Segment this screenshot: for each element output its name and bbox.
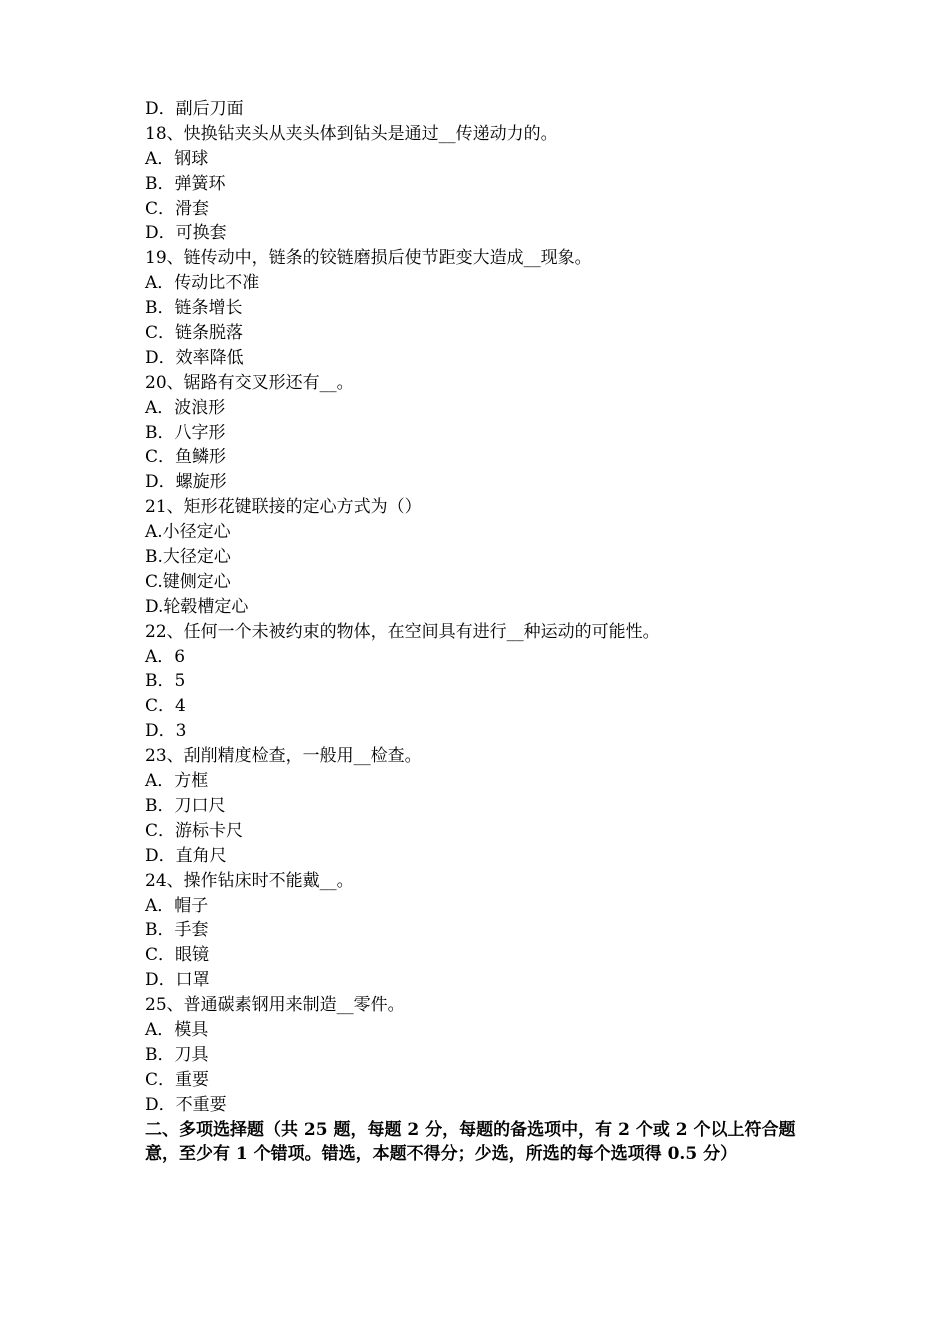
option-text: C.键侧定心	[145, 571, 231, 592]
option-text: C．鱼鳞形	[145, 447, 227, 468]
option-text: D．螺旋形	[145, 472, 227, 493]
option-text: B.大径定心	[145, 547, 231, 568]
option-text: A．帽子	[145, 895, 209, 916]
option-text: A.小径定心	[145, 522, 231, 543]
option-text: A．波浪形	[145, 397, 226, 418]
question-text: 24、操作钻床时不能戴__。	[145, 870, 354, 891]
option-text: A．钢球	[145, 148, 209, 169]
option-text: D．效率降低	[145, 347, 244, 368]
option-text: D．副后刀面	[145, 99, 244, 119]
option-text: C．滑套	[145, 198, 210, 219]
option-text: D．直角尺	[145, 845, 227, 866]
option-text: B．5	[145, 671, 186, 692]
question-text: 19、链传动中，链条的铰链磨损后使节距变大造成__现象。	[145, 248, 592, 269]
option-text: B．八字形	[145, 422, 226, 443]
question-list	[145, 97, 815, 1118]
option-text: C．眼镜	[145, 945, 210, 966]
option-text: C．4	[145, 696, 186, 717]
question-text: 20、锯路有交叉形还有__。	[145, 372, 354, 393]
option-text: B．弹簧环	[145, 173, 226, 194]
option-text: B．刀口尺	[145, 795, 226, 816]
question-text: 23、刮削精度检查，一般用__检查。	[145, 746, 422, 767]
option-text: C．链条脱落	[145, 323, 244, 344]
option-text: C．游标卡尺	[145, 820, 244, 841]
section-heading: 二、多项选择题（共 25 题，每题 2 分，每题的备选项中，有 2 个或 2 个以上符合题意，至少有 1 个错项。错选，本题不得分；少选，所选的每个选项得 0.5 分）	[145, 1119, 796, 1165]
document-page	[145, 97, 815, 1167]
option-text: D.轮毂槽定心	[145, 596, 249, 617]
option-text: D．不重要	[145, 1094, 227, 1115]
question-text: 25、普通碳素钢用来制造__零件。	[145, 995, 405, 1016]
option-text: B．链条增长	[145, 298, 243, 319]
question-text: 22、任何一个未被约束的物体，在空间具有进行__种运动的可能性。	[145, 621, 660, 642]
option-text: D．口罩	[145, 970, 210, 991]
option-text: B．手套	[145, 920, 209, 941]
option-text: C．重要	[145, 1069, 210, 1090]
question-text: 18、快换钻夹头从夹头体到钻头是通过__传递动力的。	[145, 123, 558, 144]
question-text: 21、矩形花键联接的定心方式为（）	[145, 497, 422, 518]
option-text: A．方框	[145, 771, 209, 792]
option-text: A．模具	[145, 1019, 209, 1040]
option-text: B．刀具	[145, 1044, 209, 1065]
option-text: A．6	[145, 646, 186, 667]
option-text: A．传动比不准	[145, 273, 260, 294]
option-text: D．3	[145, 721, 187, 742]
option-text: D．可换套	[145, 223, 227, 244]
